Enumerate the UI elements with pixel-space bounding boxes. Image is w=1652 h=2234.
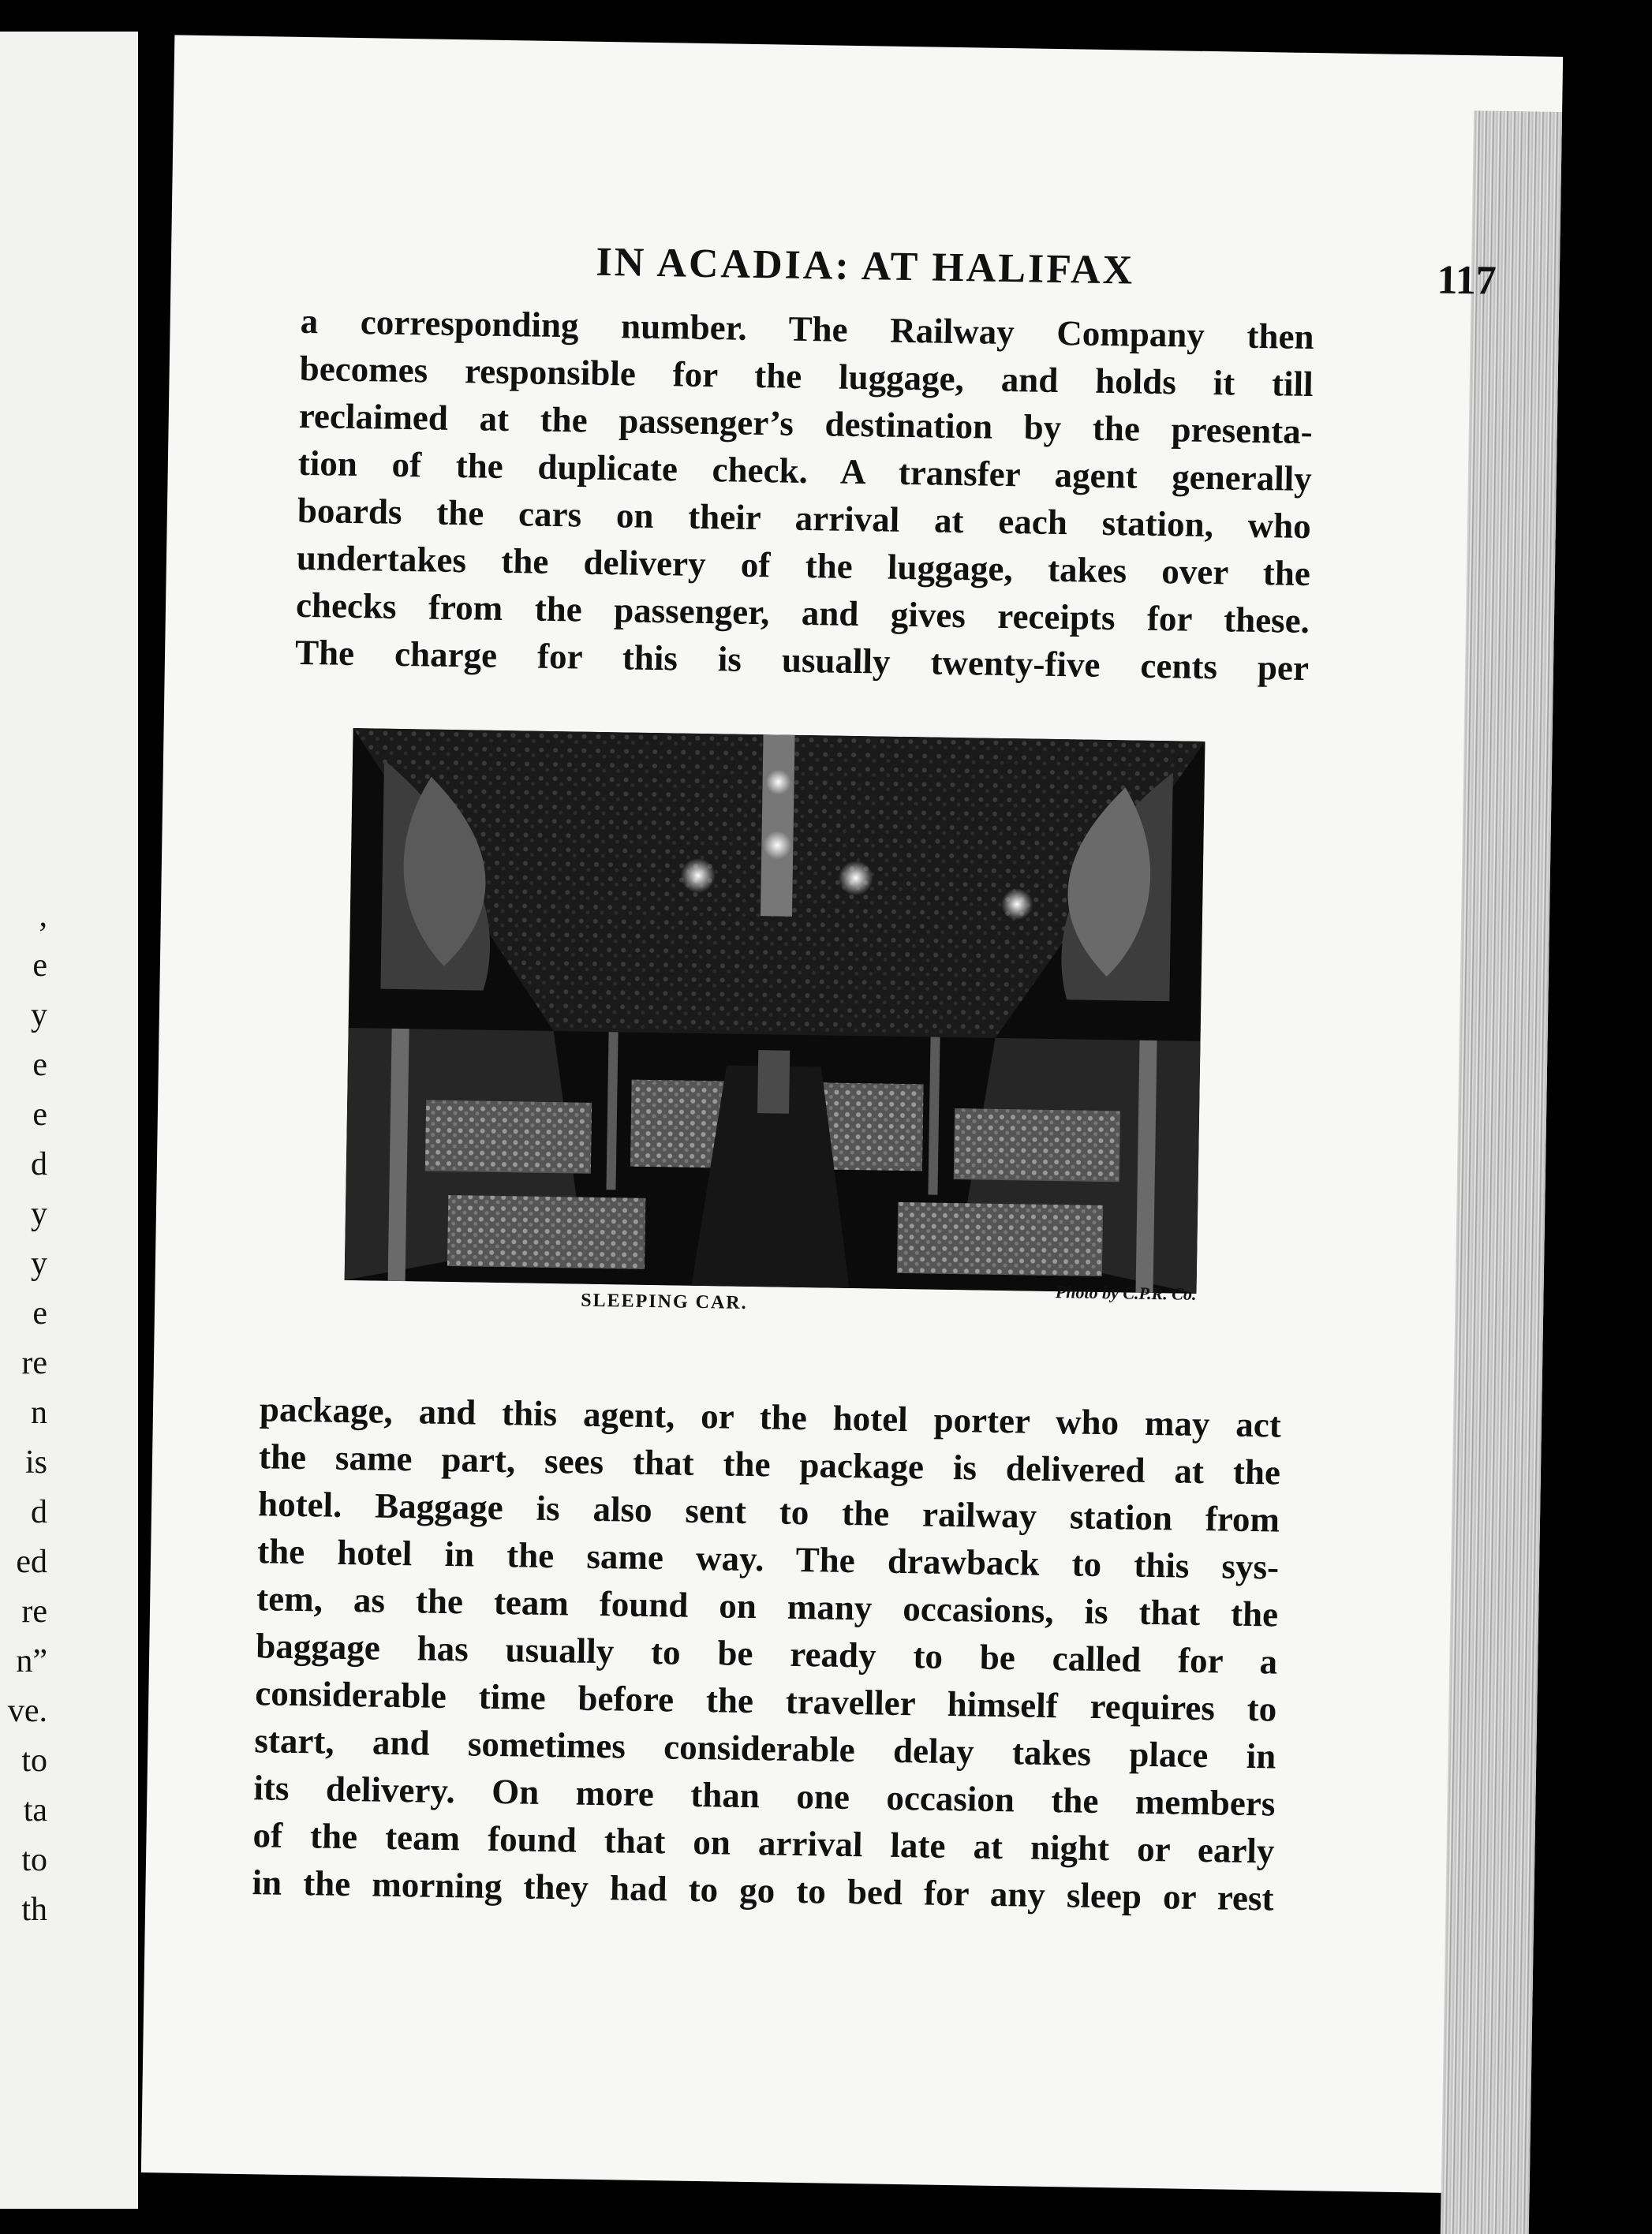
facing-page-fragment: ,	[39, 898, 47, 934]
sleeping-car-photo	[345, 728, 1205, 1294]
text-line: start, and sometimes considerable delay takes place in	[254, 1720, 1276, 1776]
text-line: package, and this agent, or the hotel porter who may act	[259, 1389, 1282, 1445]
facing-page-fragment: th	[21, 1892, 47, 1928]
text-line: undertakes the delivery of the luggage, takes over the	[296, 537, 1311, 594]
facing-page-fragment: e	[32, 1047, 47, 1083]
facing-page-fragment: y	[31, 997, 47, 1033]
facing-page-fragment: to	[21, 1842, 47, 1878]
figure	[344, 728, 1205, 1317]
text-line: of the team found that on arrival late at night or early	[252, 1815, 1275, 1871]
text-line: baggage has usually to be ready to be called for a	[255, 1626, 1278, 1682]
sleeping-car-illustration	[345, 728, 1205, 1294]
text-line: tem, as the team found on many occasions, is that the	[256, 1578, 1279, 1634]
text-line: hotel. Baggage is also sent to the railway station from	[257, 1484, 1280, 1540]
text-line: boards the cars on their arrival at each station, who	[297, 490, 1312, 547]
body-text-bottom	[252, 1385, 1281, 1922]
facing-page-fragment: y	[31, 1246, 47, 1282]
body-text-top	[295, 297, 1314, 692]
text-line: its delivery. On more than one occasion the members	[253, 1768, 1276, 1824]
book-page	[141, 35, 1563, 2194]
facing-page-fragment: y	[31, 1196, 47, 1232]
facing-page-fragment: re	[21, 1593, 47, 1630]
facing-page-fragment: re	[21, 1345, 47, 1381]
page-number: 117	[1437, 257, 1497, 304]
figure-caption	[344, 1282, 1197, 1332]
text-line: in the morning they had to go to bed for any sleep or rest	[252, 1862, 1274, 1918]
text-line: tion of the duplicate check. A transfer agent generally	[297, 443, 1313, 499]
running-title: IN ACADIA: AT HALIFAX	[596, 239, 1135, 293]
page-edge-stack	[1441, 110, 1562, 2234]
text-line: The charge for this is usually twenty-five cents per	[294, 632, 1310, 689]
caption-title: SLEEPING CAR.	[581, 1290, 748, 1313]
facing-page-fragment: d	[31, 1146, 47, 1182]
photo-credit: Photo by C.P.R. Co.	[1055, 1282, 1197, 1304]
facing-page-fragment: e	[32, 1295, 47, 1332]
text-line: becomes responsible for the luggage, and holds it till	[299, 348, 1314, 405]
text-line: the same part, sees that the package is delivered at the	[258, 1436, 1281, 1492]
facing-page-fragment: e	[32, 947, 47, 984]
facing-page-fragment: n	[31, 1395, 47, 1431]
facing-page-fragment: ta	[23, 1792, 47, 1829]
facing-page-fragment: ed	[16, 1544, 47, 1580]
facing-page-fragment: e	[32, 1096, 47, 1133]
text-line: reclaimed at the passenger’s destination by the presenta-	[298, 395, 1314, 452]
facing-page-fragment: to	[21, 1743, 47, 1779]
facing-page-fragment: ve.	[7, 1693, 47, 1729]
text-line: checks from the passenger, and gives receipts for these.	[295, 585, 1310, 641]
text-line: considerable time before the traveller himself requires to	[254, 1673, 1277, 1729]
facing-page-fragment: n”	[16, 1643, 47, 1679]
facing-page	[0, 32, 138, 2209]
facing-page-fragment: is	[24, 1444, 47, 1481]
text-line: the hotel in the same way. The drawback to this sys-	[256, 1531, 1280, 1587]
text-line: a corresponding number. The Railway Company then	[300, 301, 1314, 357]
facing-page-fragment: d	[31, 1494, 47, 1530]
